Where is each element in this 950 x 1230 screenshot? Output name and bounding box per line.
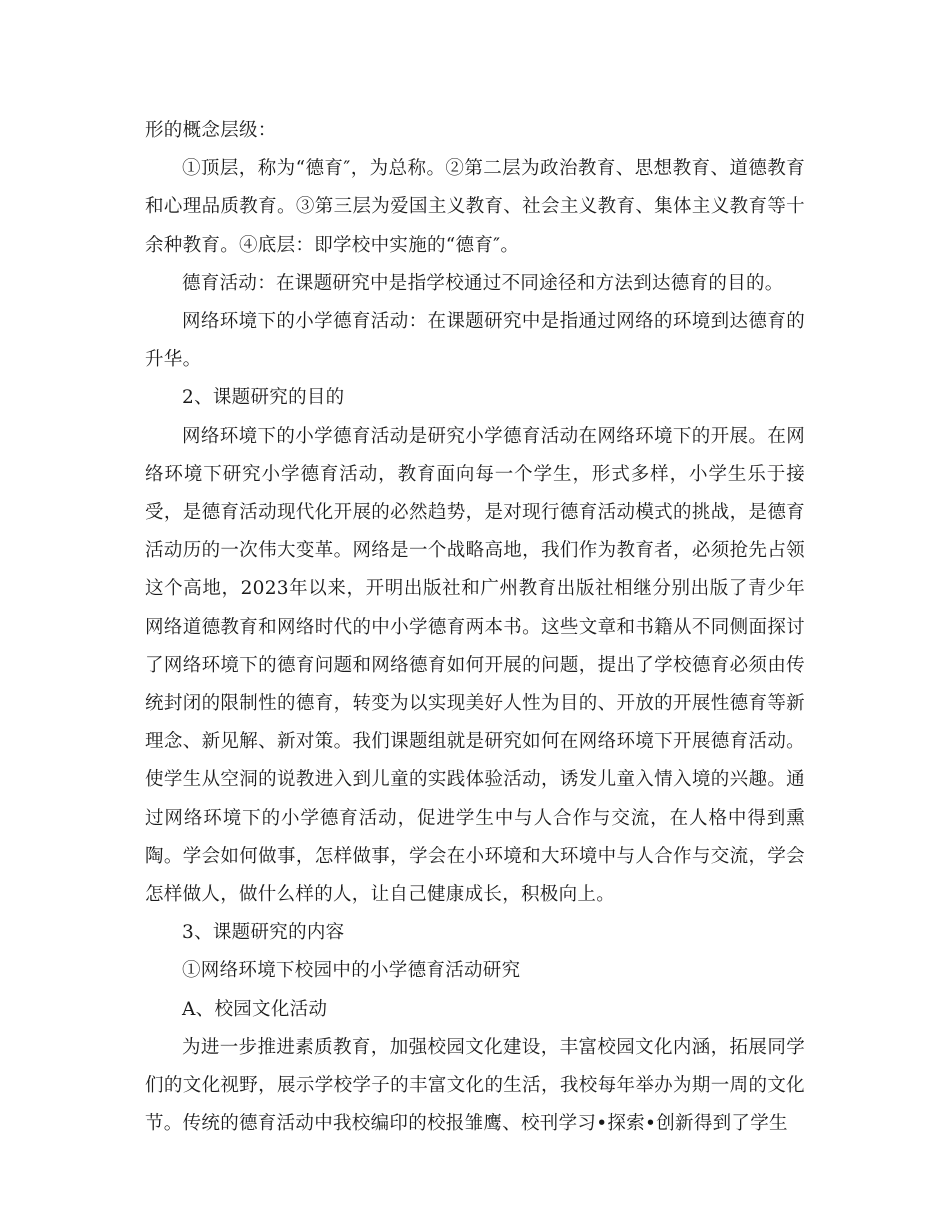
paragraph-moral-activity-definition: 德育活动：在课题研究中是指学校通过不同途径和方法到达德育的目的。: [182, 272, 784, 294]
paragraph-concept-levels-intro: 形的概念层级：: [145, 120, 277, 141]
subheading-campus-moral-activities: ①网络环境下校园中的小学德育活动研究: [182, 960, 521, 982]
paragraph-research-purpose: 网络环境下的小学德育活动是研究小学德育活动在网络环境下的开展。在网络环境下研究小学德育活动，教育面向每一个学生，形式多样，小学生乐于接受，是德育活动现代化开展的必然趋势，是对现行德育活动模式的挑战，是德育活动历的一次伟大变革。网络是一个战略高地，我们作为教育者，必须抢先占领这个高地，2023年以来，开明出版社和广州教育出版社相继分别出版了青少年网络道德教育和网络时代的中小学德育两本书。这些文章和书籍从不同侧面探讨了网络环境下的德育问题和网络德育如何开展的问题，提出了学校德育必须由传统封闭的限制性的德育，转变为以实现美好人性为目的、开放的开展性德育等新理念、新见解、新对策。我们课题组就是研究如何在网络环境下开展德育活动。使学生从空洞的说教进入到儿童的实践体验活动，诱发儿童入情入境的兴趣。通过网络环境下的小学德育活动，促进学生中与人合作与交流，在人格中得到熏陶。学会如何做事，怎样做事，学会在小环境和大环境中与人合作与交流，学会怎样做人，做什么样的人，让自己健康成长，积极向上。: [145, 425, 805, 906]
subheading-campus-culture-activities: A、校园文化活动: [182, 998, 328, 1020]
section-heading-research-purpose: 2、课题研究的目的: [182, 387, 345, 409]
paragraph-network-moral-activity-definition: 网络环境下的小学德育活动：在课题研究中是指通过网络的环境到达德育的升华。: [145, 311, 805, 371]
paragraph-concept-levels: ①顶层，称为“德育″，为总称。②第二层为政治教育、思想教育、道德教育和心理品质教育。③第三层为爱国主义教育、社会主义教育、集体主义教育等十余种教育。④底层：即学校中实施的“德育″。: [145, 158, 805, 256]
document-page: [145, 112, 805, 1143]
section-heading-research-content: 3、课题研究的内容: [182, 922, 345, 944]
paragraph-campus-culture: 为进一步推进素质教育，加强校园文化建设，丰富校园文化内涵，拓展同学们的文化视野，展示学校学子的丰富文化的生活，我校每年举办为期一周的文化节。传统的德育活动中我校编印的校报雏鹰、校刊学习•探索•创新得到了学生: [145, 1036, 805, 1135]
